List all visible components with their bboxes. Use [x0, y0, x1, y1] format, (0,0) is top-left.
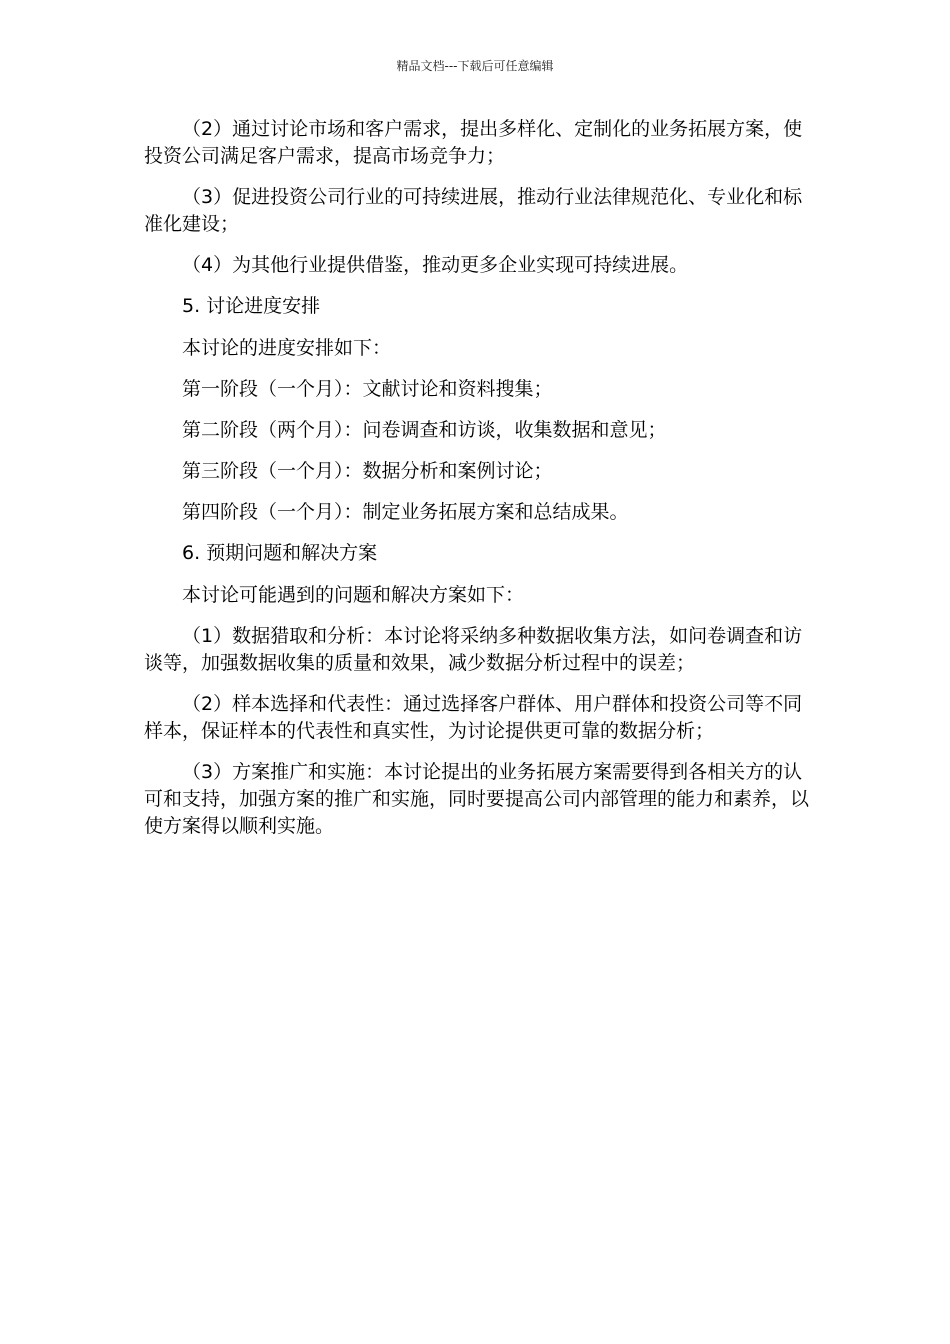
paragraph-stage-4: 第四阶段（一个月）：制定业务拓展方案和总结成果。 [182, 501, 629, 523]
paragraph-goal-3: （3）促进投资公司行业的可持续进展，推动行业法律规范化、专业化和标准化建设； [144, 186, 803, 235]
paragraph-goal-4: （4）为其他行业提供借鉴，推动更多企业实现可持续进展。 [182, 254, 689, 276]
page-header: 精品文档---下载后可任意编辑 [396, 59, 554, 73]
paragraph-stage-2: 第二阶段（两个月）：问卷调查和访谈，收集数据和意见； [182, 419, 667, 441]
paragraph-problem-3: （3）方案推广和实施：本讨论提出的业务拓展方案需要得到各相关方的认可和支持，加强方案的推广和实施，同时要提高公司内部管理的能力和素养，以使方案得以顺利实施。 [144, 761, 810, 837]
paragraph-problem-1: （1）数据猎取和分析：本讨论将采纳多种数据收集方法，如问卷调查和访谈等，加强数据收集的质量和效果，减少数据分析过程中的误差； [144, 625, 803, 674]
paragraph-stage-1: 第一阶段（一个月）：文献讨论和资料搜集； [182, 378, 553, 400]
paragraph-problem-2: （2）样本选择和代表性：通过选择客户群体、用户群体和投资公司等不同样本，保证样本的代表性和真实性，为讨论提供更可靠的数据分析； [144, 693, 803, 742]
document-body [144, 116, 810, 854]
paragraph-schedule-intro: 本讨论的进度安排如下： [182, 337, 392, 359]
paragraph-problems-intro: 本讨论可能遇到的问题和解决方案如下： [182, 584, 525, 606]
section-heading-schedule: 5. 讨论进度安排 [182, 295, 321, 317]
paragraph-goal-2: （2）通过讨论市场和客户需求，提出多样化、定制化的业务拓展方案，使投资公司满足客户需求，提高市场竞争力； [144, 118, 803, 167]
paragraph-stage-3: 第三阶段（一个月）：数据分析和案例讨论； [182, 460, 553, 482]
section-heading-problems: 6. 预期问题和解决方案 [182, 542, 378, 564]
